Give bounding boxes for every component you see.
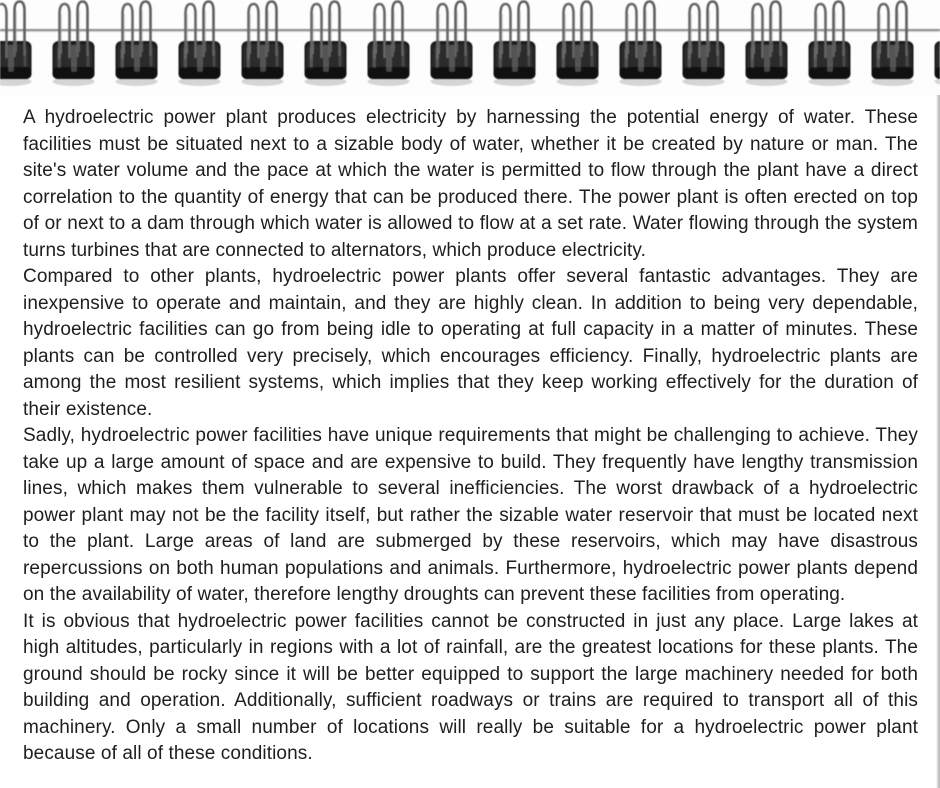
paragraph-locations: It is obvious that hydroelectric power facilities cannot be constructed in just any place. Large lakes at high altitudes, particularly in regions with a lot of rainfall, are the greatest locations for these plants. The ground should be rocky since it will be better equipped to support the large machinery needed for both building and operation. Additionally, sufficient roadways or trains are required to transport all of this machinery. Only a small number of locations will really be suitable for a hydroelectric power plant because of all of these conditions.	[23, 610, 918, 764]
article-text	[0, 96, 940, 768]
page-edge-shadow	[936, 95, 940, 788]
paragraph-intro: A hydroelectric power plant produces electricity by harnessing the potential energy of water. These facilities must be situated next to a sizable body of water, whether it be created by nature or man. The site's water volume and the pace at which the water is permitted to flow through the plant have a direct correlation to the quantity of energy that can be produced there. The power plant is often erected on top of or next to a dam through which water is allowed to flow at a set rate. Water flowing through the system turns turbines that are connected to alternators, which produce electricity.	[23, 107, 918, 261]
spiral-binding-image	[0, 0, 940, 96]
paragraph-drawbacks: Sadly, hydroelectric power facilities have unique requirements that might be challenging to achieve. They take up a large amount of space and are expensive to build. They frequently have lengthy transmission lines, which makes them vulnerable to several inefficiencies. The worst drawback of a hydroelectric power plant may not be the facility itself, but rather the sizable water reservoir that must be located next to the plant. Large areas of land are submerged by these reservoirs, which may have disastrous repercussions on both human populations and animals. Furthermore, hydroelectric power plants depend on the availability of water, therefore lengthy droughts can prevent these facilities from operating.	[23, 425, 918, 605]
paragraph-advantages: Compared to other plants, hydroelectric power plants offer several fantastic advantages. They are inexpensive to operate and maintain, and they are highly clean. In addition to being very dependable, hydroelectric facilities can go from being idle to operating at full capacity in a matter of minutes. These plants can be controlled very precisely, which encourages efficiency. Finally, hydroelectric plants are among the most resilient systems, which implies that they keep working effectively for the duration of their existence.	[23, 266, 918, 420]
spiral-binding-icon	[0, 0, 940, 96]
